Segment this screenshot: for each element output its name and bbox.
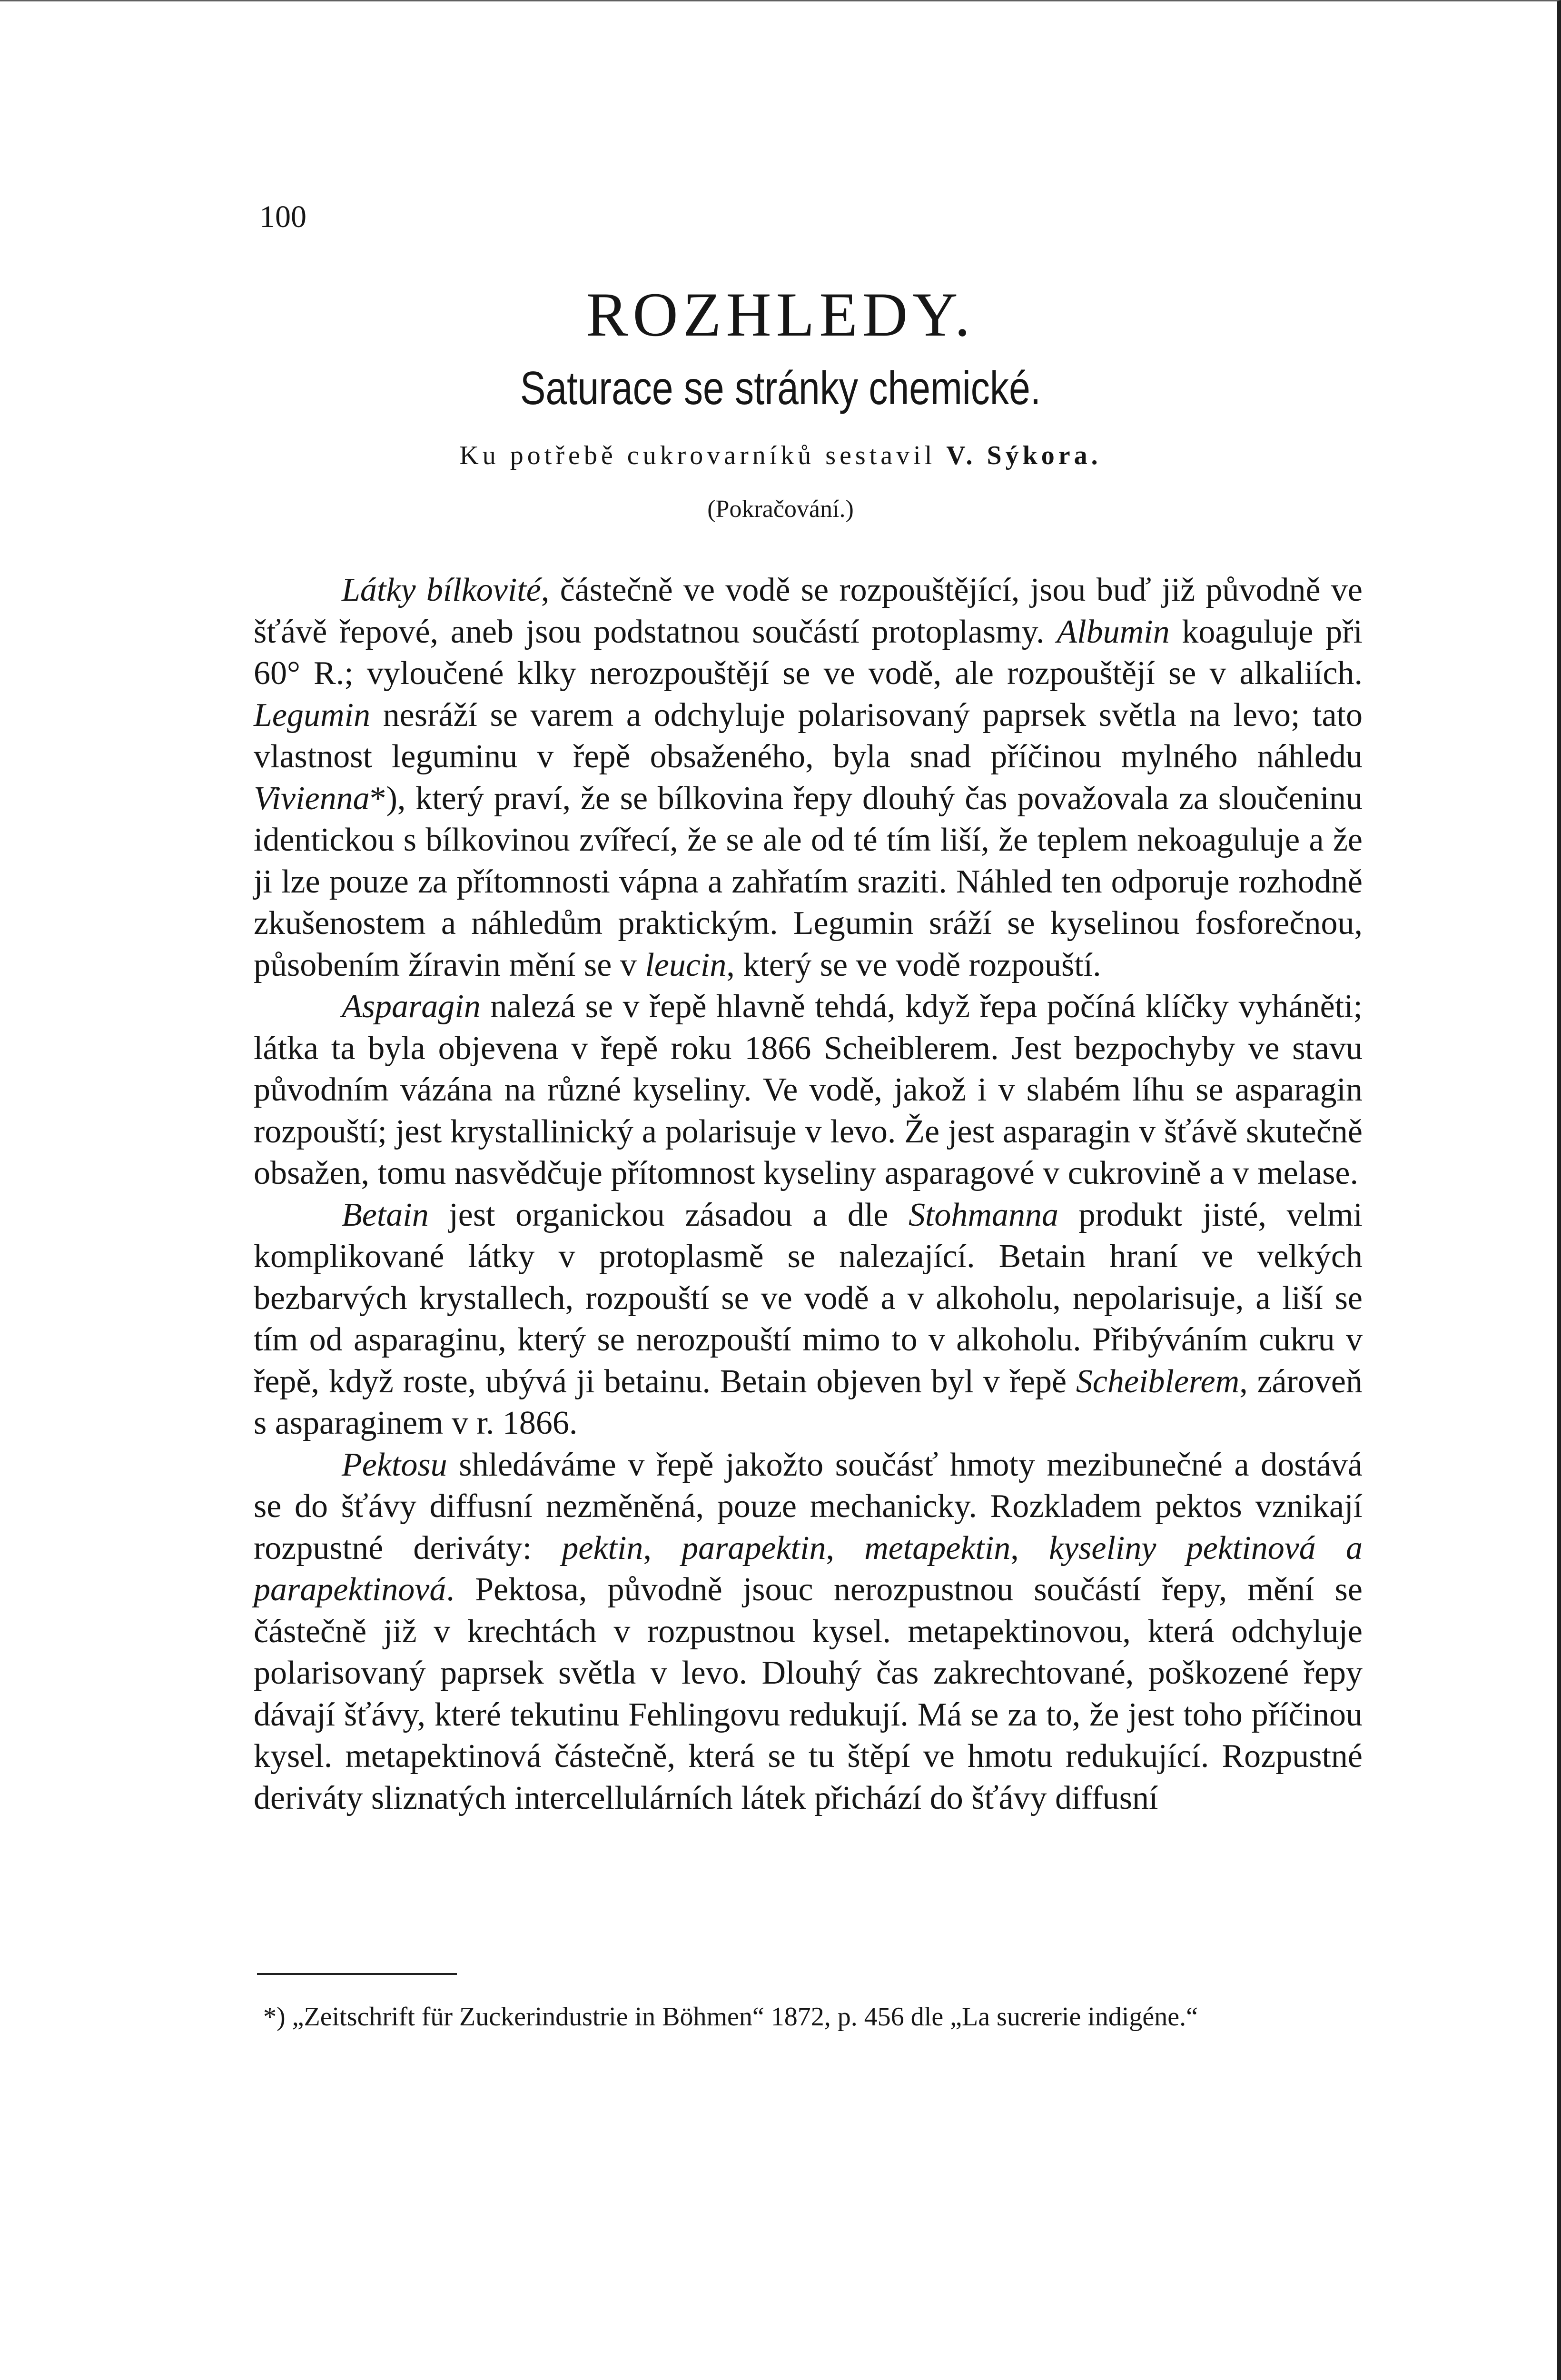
byline-author: V. Sýkora.: [946, 441, 1102, 470]
text-run: , zároveň s asparaginem v r. 1866.: [254, 1363, 1363, 1441]
italic-term: Stohmanna: [908, 1196, 1058, 1233]
text-run: jest organickou zásadou a dle: [428, 1196, 909, 1233]
italic-term: Scheiblerem: [1076, 1363, 1240, 1400]
italic-term: Albumin: [1057, 613, 1170, 650]
text-run: nesráží se varem a odchyluje polarisovaný paprsek světla na levo; tato vlastnost leguminu v řepě obsaženého, byla snad příčinou mylného náhledu: [254, 696, 1363, 775]
text-run: produkt jisté, velmi komplikované látky v protoplasmě se nalezající. Betain hraní ve velkých bezbarvých krystallech, rozpouští se ve vodě a v alkoholu, nepolarisuje, a liší se tím od asparaginu, který se nerozpouští mimo to v alkoholu. Přibýváním cukru v řepě, když roste, ubývá ji betainu. Betain objeven byl v řepě: [254, 1196, 1363, 1400]
italic-term: leucin: [645, 946, 727, 983]
continuation-note: (Pokračování.): [707, 496, 854, 523]
footnote-marker: *): [263, 2002, 286, 2032]
page-number: 100: [259, 199, 306, 234]
italic-term: Vivienna: [254, 780, 370, 817]
paragraph-asparagine: [254, 986, 1363, 1194]
italic-term: kyseliny pektinová a parapektinová: [254, 1529, 1363, 1608]
footnote-rule: [257, 1973, 457, 1975]
italic-term: parapektin: [682, 1529, 826, 1567]
paragraph-betaine: [254, 1194, 1363, 1444]
italic-term: pektin: [562, 1529, 643, 1567]
text-run: koaguluje při 60° R.; vyloučené klky nerozpouštějí se ve vodě, ale rozpouštějí se v alkaliích.: [254, 613, 1363, 692]
text-run: , částečně ve vodě se rozpouštějící, jsou buď již původně ve šťávě řepové, aneb jsou podstatnou součástí protoplasmy.: [254, 572, 1363, 650]
paragraph-proteins: [254, 569, 1363, 986]
text-run: ,: [826, 1529, 865, 1567]
text-run: , který se ve vodě rozpouští.: [726, 946, 1101, 983]
text-run: ,: [1010, 1529, 1049, 1567]
italic-term: Legumin: [254, 696, 370, 734]
italic-term: Pektosu: [342, 1446, 447, 1483]
article-body: [254, 569, 1363, 1819]
text-run: . Pektosa, původně jsouc nerozpustnou součástí řepy, mění se částečně již v krechtách v rozpustnou kysel. metapektinovou, která odchyluje polarisovaný paprsek světla v levo. Dlouhý čas zakrechtované, poškozené řepy dávají šťávy, které tekutinu Fehlingovu redukují. Má se za to, že jest toho příčinou kysel. metapektinová částečně, která se tu štěpí ve hmotu redukující. Rozpustné deriváty sliznatých intercellulárních látek přichází do šťávy diffusní: [254, 1571, 1363, 1816]
section-title: ROZHLEDY.: [586, 279, 975, 349]
italic-term: Asparagin: [342, 988, 481, 1025]
paragraph-pectose: [254, 1444, 1363, 1819]
italic-term: metapektin: [864, 1529, 1011, 1567]
italic-term: Betain: [342, 1196, 429, 1233]
article-title: Saturace se stránky chemické.: [520, 362, 1041, 414]
footnote: [263, 1998, 1363, 2035]
byline-prefix: Ku potřebě cukrovarníků sestavil: [459, 441, 936, 470]
text-run: nalezá se v řepě hlavně tehdá, když řepa počíná klíčky vyháněti; látka ta byla objevena v řepě roku 1866 Scheiblerem. Jest bezpochyby ve stavu původním vázána na různé kyseliny. Ve vodě, jakož i v slabém líhu se asparagin rozpouští; jest krystallinický a polarisuje v levo. Že jest asparagin v šťávě skutečně obsažen, tomu nasvědčuje přítomnost kyseliny asparagové v cukrovině a v melase.: [254, 988, 1363, 1191]
byline: [0, 440, 1561, 471]
text-run: shledáváme v řepě jakožto součásť hmoty mezibunečné a dostává se do šťávy diffusní nezměněná, pouze mechanicky. Rozkladem pektos vznikají rozpustné deriváty:: [254, 1446, 1363, 1567]
text-run: *), který praví, že se bílkovina řepy dlouhý čas považovala za sloučeninu identickou s bílkovinou zvířecí, že se ale od té tím liší, že teplem nekoaguluje a že ji lze pouze za přítomnosti vápna a zahřatím sraziti. Náhled ten odporuje rozhodně zkušenostem a náhledům praktickým. Legumin sráží se kyselinou fosforečnou, působením žíravin mění se v: [254, 780, 1363, 983]
footnote-text: „Zeitschrift für Zuckerindustrie in Böhmen“ 1872, p. 456 dle „La sucrerie indigéne.“: [292, 2002, 1198, 2032]
text-run: ,: [643, 1529, 682, 1567]
italic-term: Látky bílkovité: [342, 572, 541, 608]
